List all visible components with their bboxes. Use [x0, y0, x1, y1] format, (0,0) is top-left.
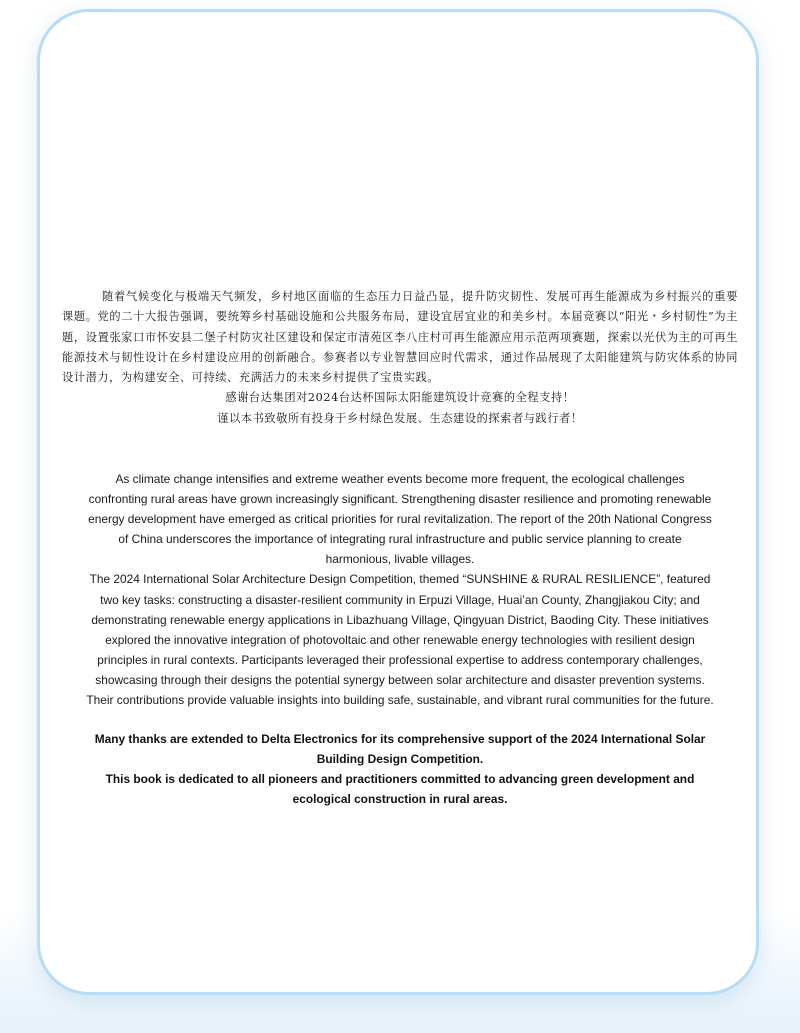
- english-paragraph-2: The 2024 International Solar Architecture Design Competition, themed “SUNSHINE & RURAL RESILIENCE”, featured two key tasks: constructing a disaster-resilient community in Erpuzi Village, Huai’an County, Zhangjiakou City; and demonstrating renewable energy applications in Libazhuang Village, Qingyuan District, Baoding City. These initiatives explored the innovative integration of photovoltaic and other renewable energy technologies with resilient design principles in rural contexts. Participants leveraged their professional expertise to address contemporary challenges, showcasing through their designs the potential synergy between solar architecture and disaster prevention systems. Their contributions provide valuable insights into building safe, sustainable, and vibrant rural communities for the future.: [86, 572, 714, 708]
- english-thanks: Many thanks are extended to Delta Electronics for its comprehensive support of the 2024 International Solar Building Design Competition.: [94, 732, 706, 767]
- chinese-preface: [62, 287, 738, 429]
- chinese-dedication: 谨以本书致敬所有投身于乡村绿色发展、生态建设的探索者与践行者！: [217, 411, 583, 425]
- chinese-paragraph: 随着气候变化与极端天气频发，乡村地区面临的生态压力日益凸显，提升防灾韧性、发展可再生能源成为乡村振兴的重要课题。党的二十大报告强调，要统筹乡村基础设施和公共服务布局，建设宜居宜业的和美乡村。本届竞赛以“阳光・乡村韧性”为主题，设置张家口市怀安县二堡子村防灾社区建设和保定市清苑区李八庄村可再生能源应用示范两项赛题，探索以光伏为主的可再生能源技术与韧性设计在乡村建设应用的创新融合。参赛者以专业智慧回应时代需求，通过作品展现了太阳能建筑与防灾体系的协同设计潜力，为构建安全、可持续、充满活力的未来乡村提供了宝贵实践。: [62, 290, 738, 385]
- english-dedication: This book is dedicated to all pioneers and practitioners committed to advancing green development and ecological construction in rural areas.: [105, 772, 695, 807]
- chinese-thanks: 感谢台达集团对2024台达杯国际太阳能建筑设计竞赛的全程支持！: [225, 391, 575, 405]
- english-paragraph-1: As climate change intensifies and extreme weather events become more frequent, the ecological challenges confronting rural areas have grown increasingly significant. Strengthening disaster resilience and promoting renewable energy development have emerged as critical priorities for rural revitalization. The report of the 20th National Congress of China underscores the importance of integrating rural infrastructure and public service planning to create harmonious, livable villages.: [88, 472, 712, 567]
- english-acknowledgement: [86, 729, 714, 809]
- english-preface: [86, 469, 714, 710]
